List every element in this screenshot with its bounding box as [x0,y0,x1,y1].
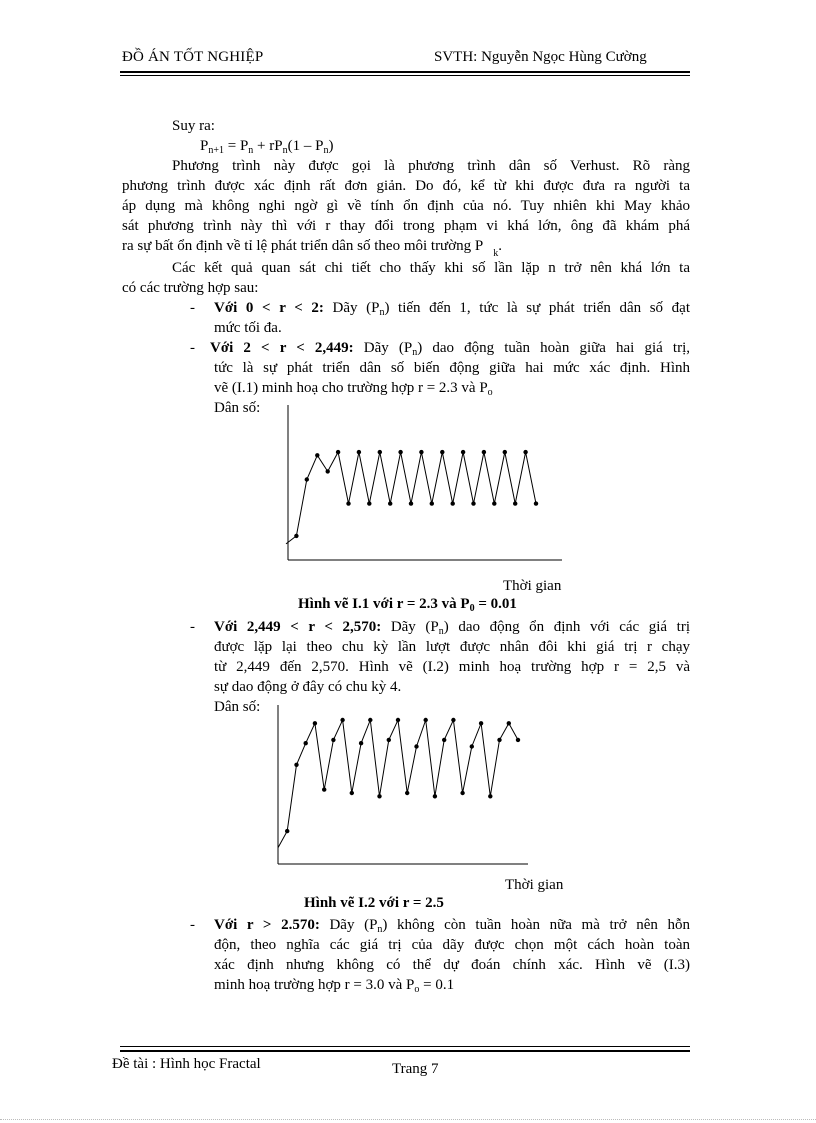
data-point [419,450,423,454]
figure1-ylabel: Dân số: [214,400,261,416]
data-point [336,450,340,454]
data-point [424,718,428,722]
header-rule [120,71,690,73]
data-point [461,450,465,454]
series-line [286,452,536,544]
data-point [405,791,409,795]
data-point [497,738,501,742]
header-title: ĐỒ ÁN TỐT NGHIỆP [122,49,264,65]
bullet-dash: - [190,300,195,316]
data-point [488,794,492,798]
data-point [398,450,402,454]
data-point [346,501,350,505]
data-point [503,450,507,454]
header-rule-thin [120,75,690,76]
data-point [516,738,520,742]
data-point [414,744,418,748]
data-point [396,718,400,722]
figure1-caption: Hình vẽ I.1 với r = 2.3 và $P_0 = 0.01$ [298,596,517,614]
data-point [460,791,464,795]
data-point [359,741,363,745]
data-point [442,738,446,742]
data-point [285,829,289,833]
bullet-4: Với r > 2.570: Dãy $(P_n)$ không còn tuần hoàn nữa mà trở nên hỗn [214,917,690,935]
data-point [482,450,486,454]
data-point [368,718,372,722]
bullet-3: Với 2,449 < r < 2,570: Dãy $(P_n)$ dao động ổn định với các giá trị [214,619,690,637]
data-point [326,469,330,473]
suy-ra-label: Suy ra: [172,118,215,134]
data-point [430,501,434,505]
data-point [377,794,381,798]
data-point [387,738,391,742]
data-point [294,763,298,767]
data-point [440,450,444,454]
data-point [305,477,309,481]
data-point [471,501,475,505]
bullet-dash: - [190,340,195,356]
formula: $P_{n+1} = P_n + rP_n(1 - P_n)$ [200,138,334,156]
bullet-2: Với 2 < r < 2,449: Dãy $(P_n)$ dao động tuần hoàn giữa hai giá trị, [210,340,690,358]
bullet-dash: - [190,917,195,933]
data-point [304,741,308,745]
data-point [409,501,413,505]
data-point [388,501,392,505]
figure2-ylabel: Dân số: [214,699,261,715]
figure2-chart [270,700,530,875]
data-point [451,501,455,505]
footer-rule-thick [120,1050,690,1052]
data-point [357,450,361,454]
data-point [507,721,511,725]
data-point [451,718,455,722]
data-point [513,501,517,505]
bullet-1: Với 0 < r < 2: Dãy $(P_n)$ tiến đến 1, tức là sự phát triển dân số đạt [214,300,690,318]
data-point [492,501,496,505]
data-point [313,721,317,725]
figure1-xlabel: Thời gian [503,578,562,594]
series-line [278,720,518,848]
footer-rule [120,1046,690,1047]
data-point [331,738,335,742]
figure2-xlabel: Thời gian [505,877,564,893]
data-point [470,744,474,748]
data-point [340,718,344,722]
page-number: Trang 7 [392,1061,439,1077]
data-point [367,501,371,505]
header-author: SVTH: Nguyễn Ngọc Hùng Cường [434,49,647,65]
data-point [479,721,483,725]
page-edge-dots [0,1119,816,1120]
data-point [294,534,298,538]
data-point [433,794,437,798]
data-point [378,450,382,454]
footer-topic: Đề tài : Hình học Fractal [112,1056,261,1072]
data-point [315,453,319,457]
data-point [322,787,326,791]
data-point [350,791,354,795]
figure1-chart [280,400,580,580]
data-point [523,450,527,454]
figure2-caption: Hình vẽ I.2 với r = 2.5 [304,895,444,911]
data-point [534,501,538,505]
bullet-dash: - [190,619,195,635]
